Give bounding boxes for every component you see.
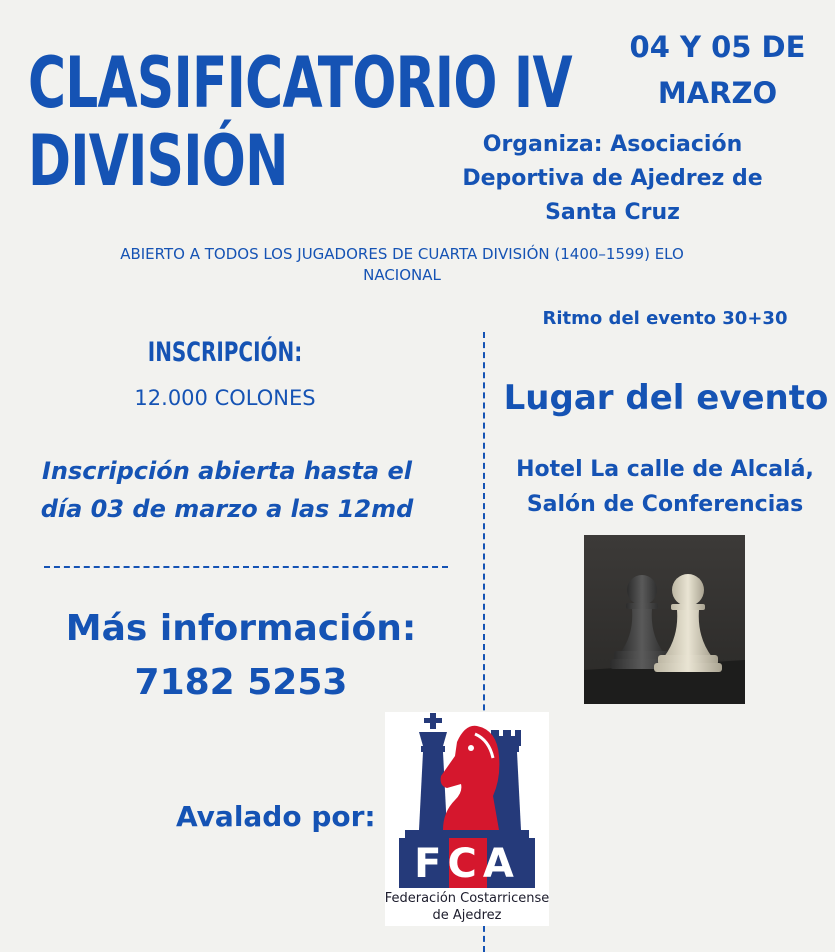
eligibility-note (60, 244, 744, 286)
organizer-line3: Santa Cruz (545, 200, 680, 225)
event-title-line1: CLASIFICATORIO IV (28, 42, 572, 124)
fca-caption-line2: de Ajedrez (432, 908, 502, 923)
chess-pawns-image (584, 535, 745, 704)
eligibility-line2: NACIONAL (363, 266, 441, 284)
registration-fee: 12.000 COLONES (134, 386, 316, 410)
venue-address (495, 452, 835, 522)
horizontal-divider (44, 566, 448, 568)
venue-line2: Salón de Conferencias (526, 492, 804, 517)
event-title (28, 42, 572, 202)
organizer-line2: Deportiva de Ajedrez de (462, 166, 763, 191)
event-date-line2: MARZO (657, 76, 778, 110)
event-date-line1: 04 Y 05 DE (629, 30, 806, 64)
registration-deadline-line1: Inscripción abierta hasta el (42, 457, 412, 485)
fca-letters: FCA (414, 841, 520, 887)
endorsed-by-label: Avalado por: (176, 800, 376, 833)
event-title-line2: DIVISIÓN (28, 120, 288, 202)
venue-line1: Hotel La calle de Alcalá, (516, 457, 814, 482)
registration-label: INSCRIPCIÓN: (147, 337, 303, 368)
registration-deadline-line2: día 03 de marzo a las 12md (40, 495, 414, 523)
event-date (615, 24, 820, 116)
event-rhythm: Ritmo del evento 30+30 (542, 308, 788, 329)
more-info-phone[interactable]: 7182 5253 (134, 662, 348, 703)
more-info-label: Más información: (65, 608, 417, 649)
venue-title: Lugar del evento (503, 378, 829, 418)
fca-caption-line1: Federación Costarricense (384, 891, 550, 906)
more-info (40, 602, 442, 710)
fca-caption (380, 890, 554, 924)
organizer-line1: Organiza: Asociación (482, 132, 743, 157)
eligibility-line1: ABIERTO A TODOS LOS JUGADORES DE CUARTA DIVISIÓN (1400–1599) ELO (120, 245, 684, 263)
registration-deadline (22, 452, 432, 528)
organizer (455, 128, 770, 230)
